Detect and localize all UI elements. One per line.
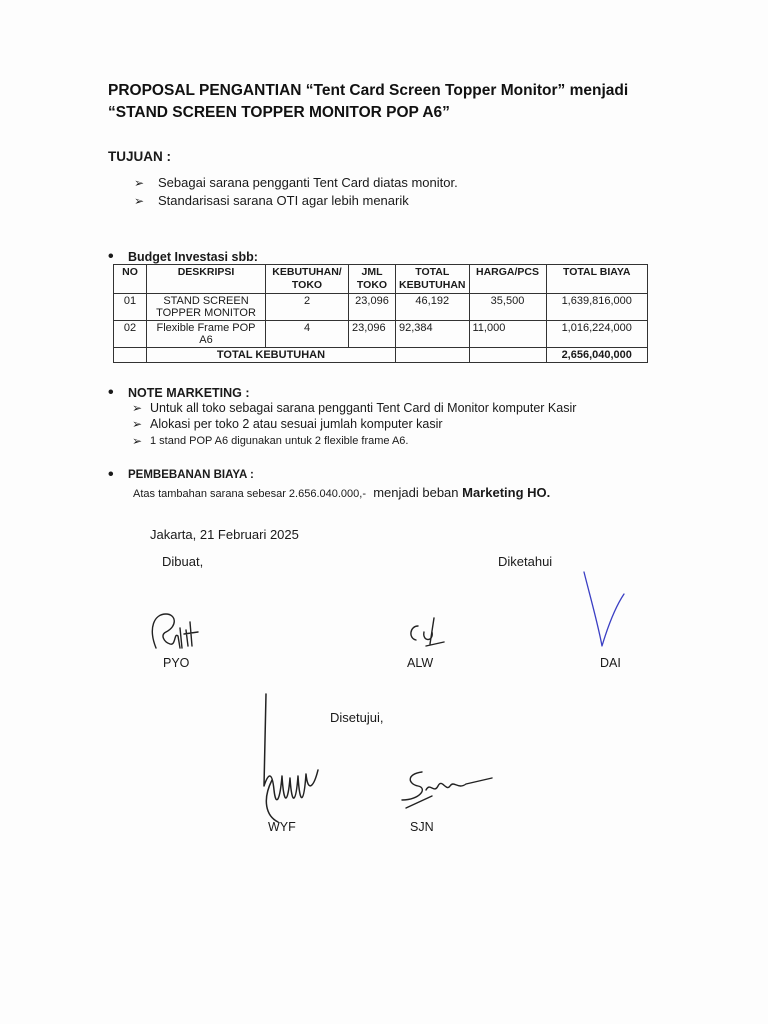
column-header: KEBUTUHAN/ TOKO — [266, 265, 349, 294]
column-header: NO — [114, 265, 147, 294]
disetujui-label: Disetujui, — [330, 710, 384, 725]
place-date: Jakarta, 21 Februari 2025 — [150, 527, 299, 542]
table-cell — [469, 348, 546, 363]
document-title — [108, 80, 628, 124]
table-cell: 4 — [266, 321, 349, 348]
signature-wyf-icon — [254, 690, 334, 826]
table-cell: 23,096 — [349, 294, 396, 321]
signer-wyf: WYF — [268, 820, 296, 834]
column-header: DESKRIPSI — [147, 265, 266, 294]
pembebanan-heading — [108, 466, 254, 484]
table-cell — [114, 348, 147, 363]
table-total-row — [114, 348, 648, 363]
bullet-dot-icon: • — [108, 384, 114, 401]
note-heading-text: NOTE MARKETING : — [128, 386, 250, 400]
table-row — [114, 321, 648, 348]
signature-pyo-icon — [146, 608, 202, 654]
table-cell: STAND SCREEN TOPPER MONITOR — [147, 294, 266, 321]
pembebanan-text-prefix: Atas tambahan sarana sebesar 2.656.040.000,- — [133, 488, 366, 500]
arrow-bullet-icon: ➢ — [132, 434, 143, 448]
table-cell: 11,000 — [469, 321, 546, 348]
column-header: TOTAL KEBUTUHAN — [396, 265, 470, 294]
pembebanan-text-middle: menjadi beban — [366, 485, 463, 500]
column-header: HARGA/PCS — [469, 265, 546, 294]
tujuan-item-text: Standarisasi sarana OTI agar lebih menarik — [158, 193, 409, 208]
signer-sjn: SJN — [410, 820, 434, 834]
note-item-text: Untuk all toko sebagai sarana pengganti Tent Card di Monitor komputer Kasir — [150, 401, 577, 415]
table-cell: 02 — [114, 321, 147, 348]
note-item — [132, 417, 443, 431]
bullet-dot-icon: • — [108, 248, 114, 265]
table-cell: 35,500 — [469, 294, 546, 321]
tujuan-item — [134, 175, 458, 190]
tujuan-heading: TUJUAN : — [108, 149, 171, 164]
note-item-text: 1 stand POP A6 digunakan untuk 2 flexible frame A6. — [150, 435, 409, 447]
table-cell: 23,096 — [349, 321, 396, 348]
table-cell: 1,016,224,000 — [546, 321, 648, 348]
note-item — [132, 401, 576, 415]
note-item — [132, 434, 408, 448]
signature-sjn-icon — [396, 764, 500, 812]
title-line-2: “STAND SCREEN TOPPER MONITOR POP A6” — [108, 104, 450, 121]
table-cell: 1,639,816,000 — [546, 294, 648, 321]
tujuan-item — [134, 193, 409, 208]
dibuat-label: Dibuat, — [162, 554, 204, 569]
pembebanan-text — [133, 484, 550, 502]
bullet-dot-icon: • — [108, 466, 114, 483]
table-cell: Flexible Frame POP A6 — [147, 321, 266, 348]
pembebanan-heading-text: PEMBEBANAN BIAYA : — [128, 469, 254, 481]
arrow-bullet-icon: ➢ — [132, 417, 143, 431]
total-value: 2,656,040,000 — [546, 348, 648, 363]
column-header: TOTAL BIAYA — [546, 265, 648, 294]
arrow-bullet-icon: ➢ — [134, 175, 145, 190]
signature-alw-icon — [404, 612, 450, 652]
signer-pyo: PYO — [163, 656, 190, 670]
title-line-1: PROPOSAL PENGANTIAN “Tent Card Screen Topper Monitor” menjadi — [108, 82, 629, 99]
note-heading — [108, 384, 250, 402]
arrow-bullet-icon: ➢ — [134, 193, 145, 208]
table-cell: 2 — [266, 294, 349, 321]
table-row — [114, 294, 648, 321]
signer-dai: DAI — [600, 656, 621, 670]
signer-alw: ALW — [407, 656, 434, 670]
table-cell: 92,384 — [396, 321, 470, 348]
budget-heading-text: Budget Investasi sbb: — [128, 250, 258, 264]
pembebanan-text-bold: Marketing HO. — [462, 485, 551, 500]
total-label: TOTAL KEBUTUHAN — [147, 348, 396, 363]
arrow-bullet-icon: ➢ — [132, 401, 143, 415]
diketahui-label: Diketahui — [498, 554, 553, 569]
table-cell — [396, 348, 470, 363]
tujuan-item-text: Sebagai sarana pengganti Tent Card diatas monitor. — [158, 175, 458, 190]
note-item-text: Alokasi per toko 2 atau sesuai jumlah komputer kasir — [150, 417, 443, 431]
table-cell: 01 — [114, 294, 147, 321]
column-header: JML TOKO — [349, 265, 396, 294]
table-cell: 46,192 — [396, 294, 470, 321]
table-header-row — [114, 265, 648, 294]
signature-dai-icon — [578, 566, 630, 654]
budget-table — [113, 264, 648, 363]
